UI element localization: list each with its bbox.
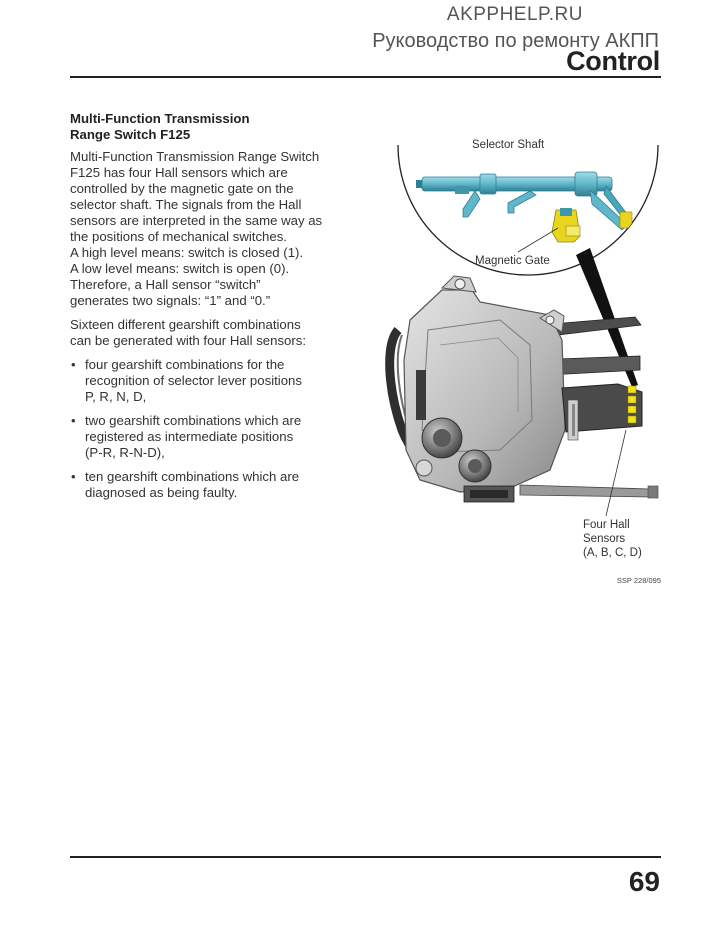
page-number: 69: [628, 866, 660, 897]
text-line: four gearshift combinations for the: [85, 357, 285, 372]
text-column: [70, 111, 360, 509]
combinations-list: [70, 357, 360, 501]
range-switch-figure: [380, 130, 680, 570]
text-line: two gearshift combinations which are: [85, 413, 302, 428]
switch-housing: [390, 276, 658, 502]
bullet-symbol: •: [71, 413, 76, 428]
bullet-symbol: •: [71, 357, 76, 372]
text-line: diagnosed as being faulty.: [85, 485, 238, 500]
site-subtitle: Руководство по ремонту АКПП: [372, 30, 659, 52]
section-heading: [70, 111, 360, 143]
text-line: Sixteen different gearshift combinations: [70, 317, 301, 332]
heading-line: Multi-Function Transmission: [70, 111, 250, 126]
text-line: (P-R, R-N-D),: [85, 445, 165, 460]
list-item: [70, 469, 360, 501]
footer-rule: [70, 856, 661, 858]
text-line: Multi-Function Transmission Range Switch: [70, 149, 320, 164]
text-line: generates two signals: “1” and “0.”: [70, 293, 271, 308]
text-line: registered as intermediate positions: [85, 429, 294, 444]
text-line: A high level means: switch is closed (1).: [70, 245, 304, 260]
label-magnetic-gate: Magnetic Gate: [475, 255, 550, 267]
section-title: Control: [566, 46, 660, 76]
combinations-paragraph: [70, 317, 360, 349]
intro-paragraph: [70, 149, 360, 309]
text-line: A low level means: switch is open (0).: [70, 261, 290, 276]
text-line: F125 has four Hall sensors which are: [70, 165, 288, 180]
text-line: (A, B, C, D): [583, 547, 642, 559]
text-line: sensors are interpreted in the same way as: [70, 213, 323, 228]
bullet-symbol: •: [71, 469, 76, 484]
header-rule: [70, 76, 661, 78]
text-line: Therefore, a Hall sensor “switch”: [70, 277, 261, 292]
list-item: [70, 357, 360, 405]
text-line: controlled by the magnetic gate on the: [70, 181, 294, 196]
text-line: the positions of mechanical switches.: [70, 229, 287, 244]
text-line: selector shaft. The signals from the Hall: [70, 197, 302, 212]
heading-line: Range Switch F125: [70, 127, 191, 142]
text-line: P, R, N, D,: [85, 389, 147, 404]
site-name: AKPPHELP.RU: [446, 4, 583, 25]
leader-line-magnetic-gate: [518, 228, 558, 252]
leader-line-hall-sensors: [606, 430, 626, 516]
text-line: ten gearshift combinations which are: [85, 469, 300, 484]
list-item: [70, 413, 360, 461]
range-switch-illustration: [380, 130, 680, 570]
selector-shaft: [416, 172, 632, 230]
figure-id: SSP 228/095: [616, 576, 661, 585]
label-hall-sensors: [583, 518, 642, 560]
text-line: Sensors: [583, 533, 626, 545]
magnetic-gate: [552, 208, 580, 242]
text-line: recognition of selector lever positions: [85, 373, 302, 388]
text-line: can be generated with four Hall sensors:: [70, 333, 307, 348]
label-selector-shaft: Selector Shaft: [472, 139, 545, 151]
text-line: Four Hall: [583, 519, 630, 531]
